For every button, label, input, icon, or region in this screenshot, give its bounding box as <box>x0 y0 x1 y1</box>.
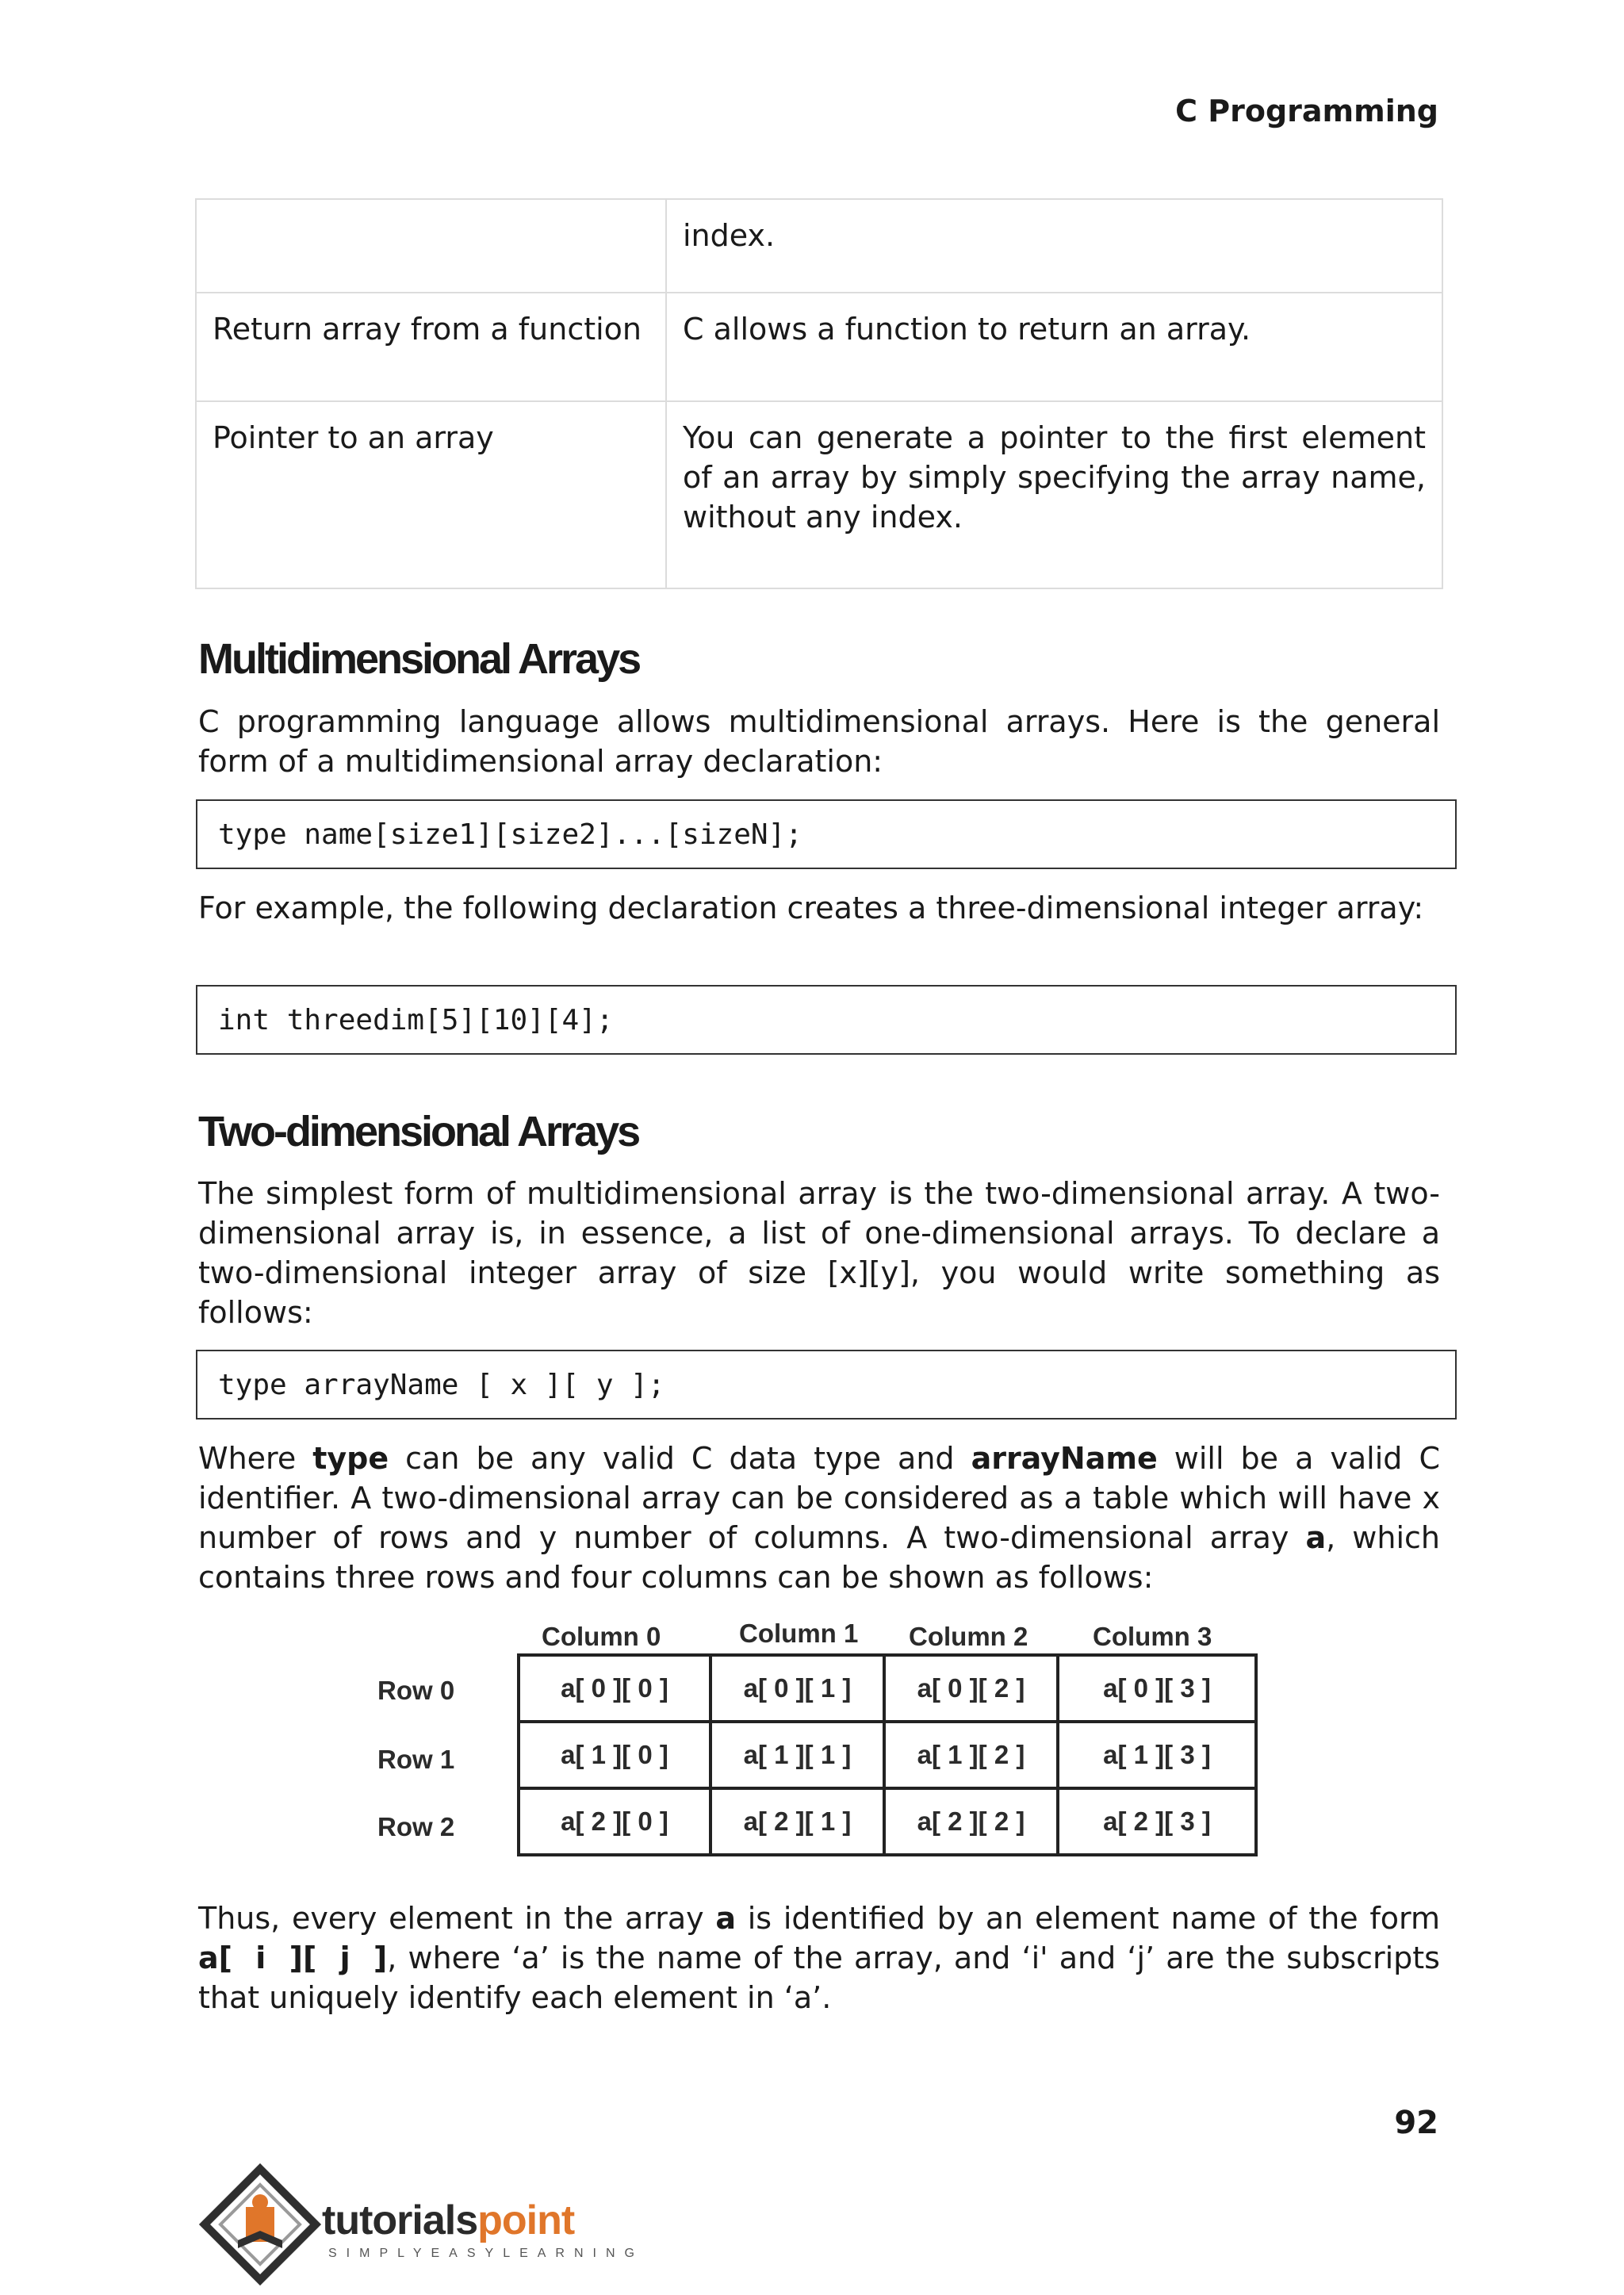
bold-term-a: a <box>715 1901 736 1936</box>
paragraph-example: For example, the following declaration creates a three-dimensional integer array: <box>198 891 1424 925</box>
paragraph-two-dimensional-intro: The simplest form of multidimensional array is the two-dimensional array. A two-dimensional array is, in essence, a list of one-dimensional arrays. To declare a two-dimensional integer array of size [x][y], you would write something as follows: <box>198 1176 1440 1330</box>
grid-cell: a[ 2 ][ 2 ] <box>884 1788 1058 1855</box>
column-label: Column 2 <box>909 1622 1028 1651</box>
heading-two-dimensional-arrays: Two-dimensional Arrays <box>198 1108 639 1155</box>
column-label: Column 1 <box>739 1619 859 1648</box>
row-label: Row 0 <box>377 1676 455 1705</box>
grid-row <box>519 1655 1256 1722</box>
code-text: type arrayName [ x ][ y ]; <box>218 1369 665 1401</box>
array-concepts-table-continued <box>195 198 1443 589</box>
grid-cell: a[ 0 ][ 1 ] <box>710 1655 884 1722</box>
grid-cell: a[ 1 ][ 1 ] <box>710 1722 884 1788</box>
grid-cell: a[ 0 ][ 2 ] <box>884 1655 1058 1722</box>
table-row <box>196 401 1442 588</box>
grid-row <box>519 1788 1256 1855</box>
paragraph-thus: Thus, every element in the array a is identified by an element name of the form a[ i ][ j ], where ‘a’ is the name of the array, and ‘i' and ‘j’ are the subscripts that uniquely identify each element in ‘a’. <box>198 1901 1440 2015</box>
bold-term-a: a <box>1305 1520 1327 1555</box>
heading-multidimensional-arrays: Multidimensional Arrays <box>198 635 640 683</box>
code-block-general-form <box>196 799 1457 869</box>
grid-cell: a[ 1 ][ 2 ] <box>884 1722 1058 1788</box>
paragraph-where-type: Where type can be any valid C data type and arrayName will be a valid C identifier. A two-dimensional array can be considered as a table which will have x number of rows and y number of columns. A two-dimensional array a, which contains three rows and four columns can be shown as follows: <box>198 1441 1440 1595</box>
two-dimensional-array-diagram <box>373 1614 1269 1883</box>
table-row <box>196 199 1442 293</box>
table-cell-description: C allows a function to return an array. <box>666 293 1442 401</box>
row-label: Row 2 <box>377 1812 455 1841</box>
grid-cell: a[ 0 ][ 3 ] <box>1058 1655 1256 1722</box>
column-label: Column 0 <box>542 1622 661 1651</box>
table-cell-description: index. <box>666 199 1442 293</box>
table-cell-description: You can generate a pointer to the first element of an array by simply specifying the array name, without any index. <box>666 401 1442 588</box>
bold-term-type: type <box>312 1441 389 1476</box>
row-label: Row 1 <box>377 1745 455 1774</box>
table-row <box>196 293 1442 401</box>
bold-term-arrayname: arrayName <box>971 1441 1158 1476</box>
column-label: Column 3 <box>1093 1622 1212 1651</box>
table-cell-concept: Return array from a function <box>196 293 666 401</box>
tutorialspoint-logo <box>197 2161 644 2288</box>
grid-cell: a[ 2 ][ 0 ] <box>519 1788 710 1855</box>
logo-tagline: SIMPLYEASYLEARNING <box>328 2247 644 2260</box>
grid-row <box>519 1722 1256 1788</box>
code-text: type name[size1][size2]...[sizeN]; <box>218 818 802 851</box>
code-block-two-dimensional-declaration <box>196 1350 1457 1420</box>
paragraph-multidimensional-intro: C programming language allows multidimensional arrays. Here is the general form of a multidimensional array declaration: <box>198 704 1440 779</box>
logo-wordmark: tutorialspoint <box>322 2197 575 2243</box>
logo-diamond-icon <box>197 2161 324 2288</box>
table-cell-concept <box>196 199 666 293</box>
grid-cell: a[ 2 ][ 1 ] <box>710 1788 884 1855</box>
grid-cell: a[ 1 ][ 3 ] <box>1058 1722 1256 1788</box>
grid-cell: a[ 1 ][ 0 ] <box>519 1722 710 1788</box>
bold-term-element-form: a[ i ][ j ] <box>198 1941 388 1975</box>
code-block-threedim <box>196 985 1457 1055</box>
grid-cell: a[ 2 ][ 3 ] <box>1058 1788 1256 1855</box>
array-grid <box>517 1653 1258 1856</box>
grid-cell: a[ 0 ][ 0 ] <box>519 1655 710 1722</box>
code-text: int threedim[5][10][4]; <box>218 1004 614 1036</box>
table-cell-concept: Pointer to an array <box>196 401 666 588</box>
running-header: C Programming <box>1175 94 1438 128</box>
page-number: 92 <box>1394 2105 1438 2141</box>
